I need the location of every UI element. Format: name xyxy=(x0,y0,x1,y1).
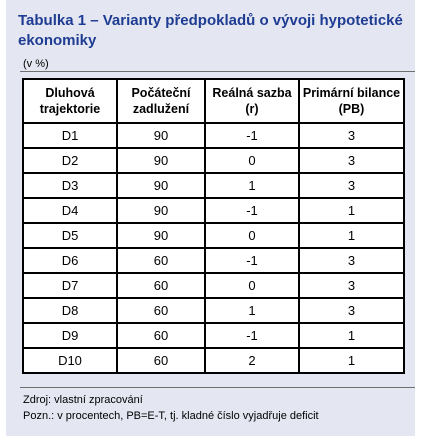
table-row xyxy=(23,223,404,248)
table-cell: 1 xyxy=(299,323,404,348)
table-cell: 60 xyxy=(117,298,205,323)
table-cell: 3 xyxy=(299,123,404,148)
data-table xyxy=(22,78,405,374)
table-cell: 90 xyxy=(117,223,205,248)
table-cell: -1 xyxy=(205,198,299,223)
table-cell: D7 xyxy=(23,273,117,298)
table-cell: 3 xyxy=(299,173,404,198)
column-header-trajectory: Dluhová trajektorie xyxy=(23,79,117,123)
table-row xyxy=(23,323,404,348)
table-cell: 90 xyxy=(117,148,205,173)
table-panel xyxy=(6,0,415,436)
table-cell: D2 xyxy=(23,148,117,173)
table-cell: -1 xyxy=(205,323,299,348)
table-cell: 1 xyxy=(299,223,404,248)
table-cell: D4 xyxy=(23,198,117,223)
table-cell: 60 xyxy=(117,323,205,348)
table-row xyxy=(23,123,404,148)
unit-label: (v %) xyxy=(23,58,49,70)
footnote: Pozn.: v procentech, PB=E-T, tj. kladné číslo vyjadřuje deficit xyxy=(23,410,319,422)
table-cell: 0 xyxy=(205,273,299,298)
table-cell: 1 xyxy=(299,348,404,373)
table-cell: -1 xyxy=(205,123,299,148)
table-cell: 60 xyxy=(117,273,205,298)
table-row xyxy=(23,298,404,323)
table-cell: 90 xyxy=(117,123,205,148)
source-note: Zdroj: vlastní zpracování xyxy=(23,394,143,406)
table-row xyxy=(23,348,404,373)
table-row xyxy=(23,273,404,298)
table-cell: 90 xyxy=(117,198,205,223)
table-cell: 1 xyxy=(299,198,404,223)
top-divider xyxy=(20,71,415,72)
table-cell: 1 xyxy=(205,173,299,198)
table-cell: D6 xyxy=(23,248,117,273)
table-cell: D1 xyxy=(23,123,117,148)
table-row xyxy=(23,148,404,173)
bottom-divider xyxy=(20,387,415,388)
header-row xyxy=(23,79,404,123)
table-cell: 1 xyxy=(205,298,299,323)
table-cell: D3 xyxy=(23,173,117,198)
table-cell: 0 xyxy=(205,223,299,248)
table-row xyxy=(23,248,404,273)
table-cell: 2 xyxy=(205,348,299,373)
table-cell: D5 xyxy=(23,223,117,248)
table-cell: 90 xyxy=(117,173,205,198)
column-header-primary-balance: Primární bilance (PB) xyxy=(299,79,404,123)
table-row xyxy=(23,198,404,223)
column-header-initial-debt: Počáteční zadlužení xyxy=(117,79,205,123)
table-cell: D9 xyxy=(23,323,117,348)
table-cell: 3 xyxy=(299,273,404,298)
table-cell: D8 xyxy=(23,298,117,323)
table-cell: 3 xyxy=(299,248,404,273)
table-cell: 60 xyxy=(117,348,205,373)
table-cell: 0 xyxy=(205,148,299,173)
table-cell: 60 xyxy=(117,248,205,273)
table-cell: 3 xyxy=(299,148,404,173)
column-header-real-rate: Reálná sazba (r) xyxy=(205,79,299,123)
table-row xyxy=(23,173,404,198)
table-cell: 3 xyxy=(299,298,404,323)
table-cell: D10 xyxy=(23,348,117,373)
table-title: Tabulka 1 – Varianty předpokladů o vývoji hypotetické ekonomiky xyxy=(18,12,403,49)
table-cell: -1 xyxy=(205,248,299,273)
